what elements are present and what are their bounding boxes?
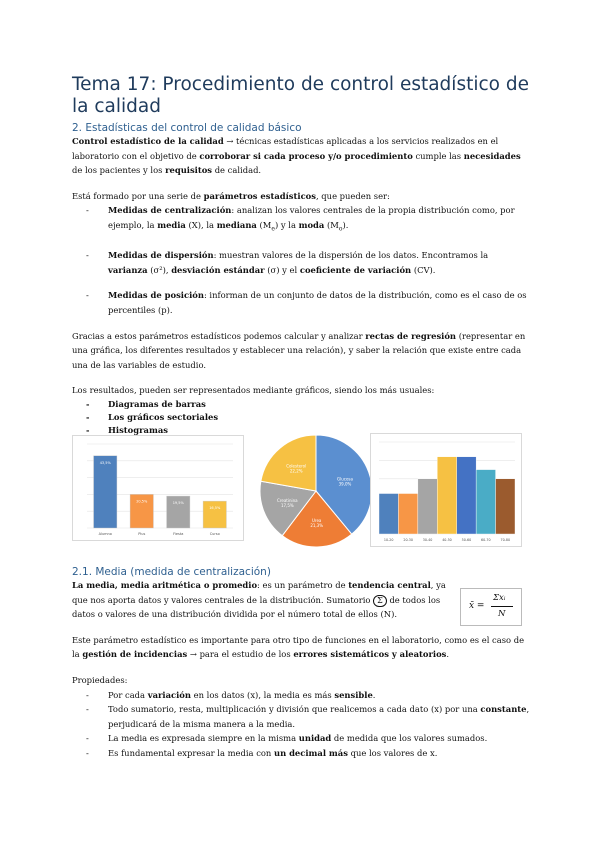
slice-value-label: 22,2%	[289, 468, 303, 474]
section-heading-2-1: 2.1. Media (medida de centralización)	[72, 566, 271, 578]
formula-lhs: x̄ =	[469, 601, 485, 611]
section-heading-2: 2. Estadísticas del control de calidad básico	[72, 122, 302, 134]
list-item: - Medidas de centralización: analizan los valores centrales de la propia distribución como, por ejemplo, la media (X), la mediana $(M_e)$ y la moda $(M_o)$.	[72, 203, 530, 237]
list-item: - Histogramas	[72, 424, 530, 437]
histogram-bar	[398, 494, 417, 534]
slice-value-label: 17,5%	[280, 503, 294, 509]
slice-label: Creatinina	[277, 498, 298, 504]
page-title: Tema 17: Procedimiento de control estadístico de la calidad	[72, 74, 529, 117]
tick-label: 50-60	[461, 538, 472, 542]
paragraph-propiedades: Propiedades:	[72, 674, 128, 685]
properties-list	[72, 688, 530, 761]
histogram-figure	[370, 433, 522, 547]
tick-label: 70-80	[500, 538, 511, 542]
mean-formula	[460, 588, 522, 626]
paragraph-intro-params: Está formado por una serie de parámetros estadísticos, que pueden ser:	[72, 190, 390, 201]
document-page	[72, 74, 530, 437]
list-item: - Los gráficos sectoriales	[72, 411, 530, 424]
pie-chart-figure	[258, 433, 374, 549]
bar	[94, 456, 117, 528]
slice-value-label: 39,0%	[338, 481, 352, 487]
list-item: - Todo sumatorio, resta, multiplicación y división que realicemos a cada dato (x) por una constante, perjudicará de la misma manera a la media.	[72, 702, 530, 731]
tick-label: Plus	[138, 532, 146, 536]
tick-label: Fiesta	[173, 532, 184, 536]
tick-label: 20-30	[403, 538, 413, 542]
paragraph-media-definition: La media, media aritmética o promedio: es un parámetro de tendencia central, ya que nos aporta datos y valores centrales de la distribución. Sumatorio Σ de todos los datos o valores de una distribución dividida por el número total de ellos (N).	[72, 580, 446, 620]
histogram-bar	[496, 479, 515, 534]
data-label: 16,5%	[209, 506, 221, 511]
list-item: - Medidas de dispersión: muestran valores de la dispersión de los datos. Encontramos la varianza (σ²), desviación estándar (σ) y el coeficiente de variación (CV).	[72, 248, 530, 277]
histogram-bar	[457, 457, 476, 534]
formula-numerator: Σxᵢ	[493, 593, 506, 603]
list-item: - Medidas de posición: informan de un conjunto de datos de la distribución, como es el caso de os percentiles (p).	[72, 288, 530, 317]
histogram-bar	[379, 494, 398, 534]
histogram-bar	[437, 457, 456, 534]
data-label: 19,5%	[172, 501, 184, 506]
list-item: - Por cada variación en los datos (x), la media es más sensible.	[72, 688, 530, 703]
tick-label: 60-70	[481, 538, 491, 542]
list-item: - La media es expresada siempre en la misma unidad de medida que los valores sumados.	[72, 731, 530, 746]
tick-label: 10-20	[383, 538, 394, 542]
paragraph-results: Los resultados, pueden ser representados mediante gráficos, siendo los más usuales:	[72, 385, 435, 396]
tick-label: 30-40	[422, 538, 433, 542]
tick-label: Curso	[209, 532, 220, 536]
bar-chart-figure	[72, 435, 244, 541]
paragraph-incidencias: Este parámetro estadístico es importante para otro tipo de funciones en el laboratorio, como es el caso de la gestión de incidencias → para el estudio de los errores sistemáticos y aleatorios.	[72, 634, 525, 660]
tick-label: Alumno	[98, 532, 112, 536]
tick-label: 40-50	[442, 538, 452, 542]
formula-denominator: N	[498, 609, 506, 619]
paragraph-definition: Control estadístico de la calidad → técnicas estadísticas aplicadas a los servicios realizados en el laboratorio con el objetivo de corroborar si cada proceso y/o procedimiento cumple las necesidades de los pacientes y los requisitos de calidad.	[72, 136, 521, 176]
paragraph-regression: Gracias a estos parámetros estadísticos podemos calcular y analizar rectas de regresión (representar en una gráfica, los diferentes resultados y establecer una relación), y saber la relación que existe entre cada una de las variables de estudio.	[72, 330, 526, 370]
slice-label: Colesterol	[286, 463, 307, 469]
slice-value-label: 21,3%	[310, 522, 324, 528]
list-item: - Es fundamental expresar la media con un decimal más que los valores de x.	[72, 746, 530, 761]
pie-chart-svg	[258, 433, 374, 549]
histogram-bar	[476, 470, 495, 534]
data-label: 20,5%	[136, 499, 148, 504]
formula-fraction-line	[491, 606, 513, 607]
histogram-bar	[418, 479, 437, 534]
data-label: 43,5%	[99, 460, 111, 465]
list-item: - Diagramas de barras	[72, 398, 530, 411]
params-list	[72, 203, 530, 317]
slice-label: Urea	[311, 517, 322, 523]
bar-chart-svg	[73, 436, 243, 540]
graph-types-list	[72, 398, 530, 437]
histogram-svg	[371, 434, 521, 546]
slice-label: Glucosa	[337, 476, 353, 482]
sigma-symbol: Σ	[373, 595, 387, 607]
figures-row	[72, 433, 532, 549]
